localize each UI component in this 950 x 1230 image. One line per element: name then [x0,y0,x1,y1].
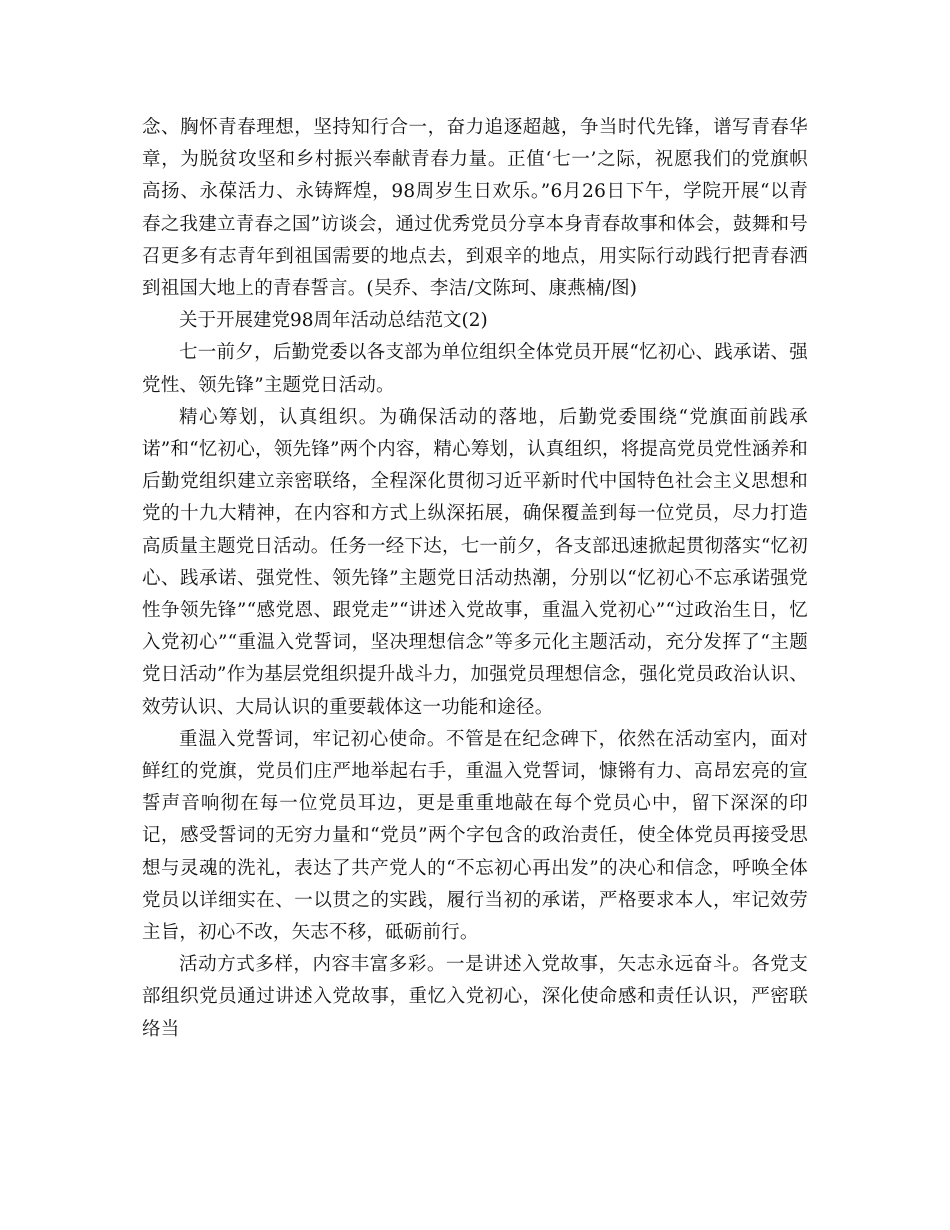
paragraph-intro: 七一前夕，后勤党委以各支部为单位组织全体党员开展“忆初心、践承诺、强党性、领先锋”主题党日活动。 [142,342,808,396]
paragraph-oath: 重温入党誓词，牢记初心使命。不管是在纪念碑下，依然在活动室内，面对鲜红的党旗，党员们庄严地举起右手，重温入党誓词，慷锵有力、高昂宏亮的宣誓声音响彻在每一位党员耳边，更是重重地敲在每个党员心中，留下深深的印记，感受誓词的无穷力量和“党员”两个字包含的政治责任，使全体党员再接受思想与灵魂的洗礼，表达了共产党人的“不忘初心再出发”的决心和信念，呼唤全体党员以详细实在、一以贯之的实践，履行当初的承诺，严格要求本人，牢记效劳主旨，初心不改，矢志不移，砥砺前行。 [142,728,808,944]
paragraph-activities: 活动方式多样，内容丰富多彩。一是讲述入党故事，矢志永远奋斗。各党支部组织党员通过讲述入党故事，重忆入党初心，深化使命感和责任认识，严密联络当 [142,954,808,1040]
document-page [142,112,808,1046]
section-heading: 关于开展建党98周年活动总结范文(2) [179,310,488,332]
paragraph-continuation: 念、胸怀青春理想，坚持知行合一，奋力追逐超越，争当时代先锋，谱写青春华章，为脱贫攻坚和乡村振兴奉献青春力量。正值‘七一’之际，祝愿我们的党旗帜高扬、永葆活力、永铸辉煌，98周岁生日欢乐。”6月26日下午，学院开展“以青春之我建立青春之国”访谈会，通过优秀党员分享本身青春故事和体会，鼓舞和号召更多有志青年到祖国需要的地点去，到艰辛的地点，用实际行动践行把青春洒到祖国大地上的青春誓言。(吴乔、李洁/文陈珂、康燕楠/图) [142,117,808,300]
paragraph-planning: 精心筹划，认真组织。为确保活动的落地，后勤党委围绕“党旗面前践承诺”和“忆初心，领先锋”两个内容，精心筹划，认真组织，将提高党员党性涵养和后勤党组织建立亲密联络，全程深化贯彻习近平新时代中国特色社会主义思想和党的十九大精神，在内容和方式上纵深拓展，确保覆盖到每一位党员，尽力打造高质量主题党日活动。任务一经下达，七一前夕，各支部迅速掀起贯彻落实“忆初心、践承诺、强党性、领先锋”主题党日活动热潮，分别以“忆初心不忘承诺强党性争领先锋”“感党恩、跟党走”“讲述入党故事，重温入党初心”“过政治生日，忆入党初心”“重温入党誓词，坚决理想信念”等多元化主题活动，充分发挥了“主题党日活动”作为基层党组织提升战斗力，加强党员理想信念，强化党员政治认识、效劳认识、大局认识的重要载体这一功能和途径。 [142,406,808,718]
